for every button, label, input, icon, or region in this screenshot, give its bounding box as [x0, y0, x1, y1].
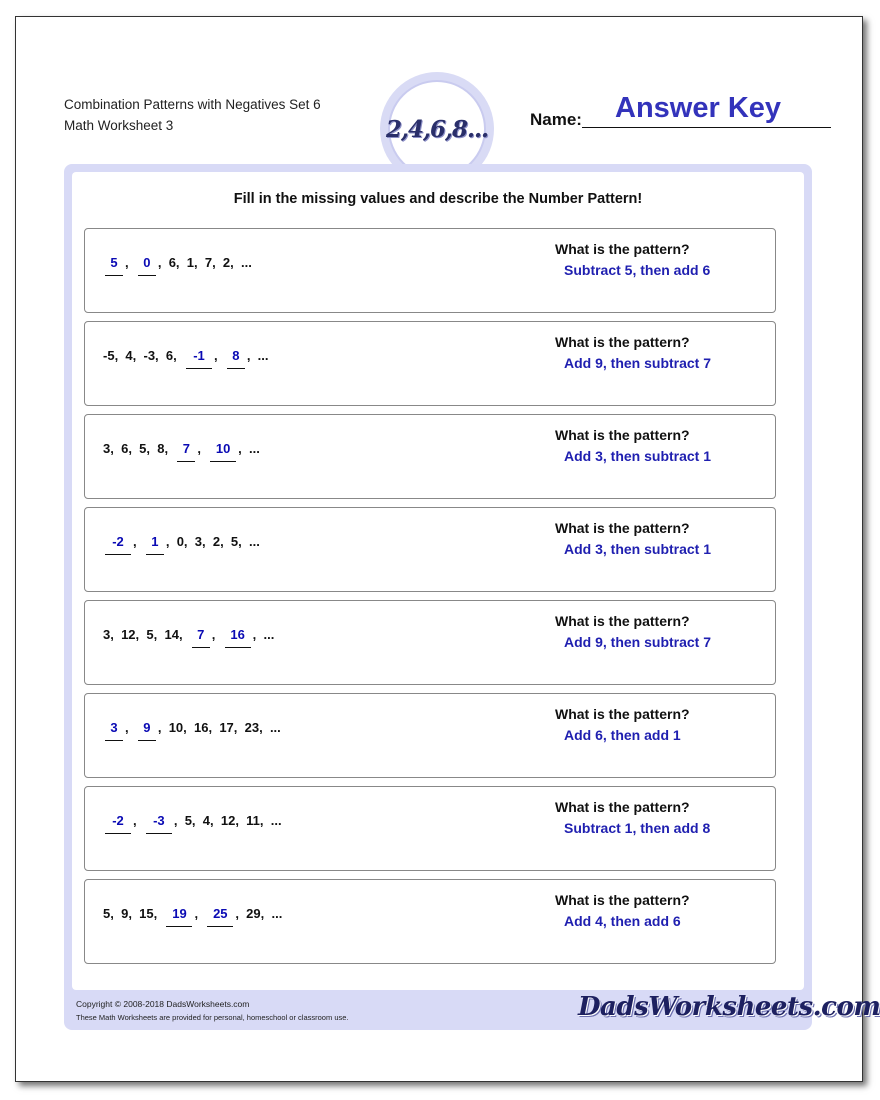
name-label: Name: [530, 110, 582, 129]
name-line [582, 127, 831, 128]
sequence-term: 17 [219, 720, 234, 735]
sequence-term: 9 [121, 906, 129, 921]
usage-note: These Math Worksheets are provided for personal, homeschool or classroom use. [76, 1013, 349, 1022]
pattern-answer: Subtract 1, then add 8 [564, 820, 711, 836]
sequence-term: 14 [164, 627, 179, 642]
sequence-term: 16 [194, 720, 209, 735]
answer-blank: 0 [138, 255, 156, 276]
sequence-ellipsis: ... [249, 534, 260, 549]
answer-blank: 10 [210, 441, 236, 462]
sequence-ellipsis: ... [271, 906, 283, 921]
problem-box [84, 507, 776, 592]
sequence-term: 5 [139, 441, 147, 456]
number-sequence: 5 , 9 , 15 , 19 , 25 , 29 , ... [103, 906, 282, 927]
answer-blank: 1 [146, 534, 164, 555]
sequence-ellipsis: ... [269, 720, 281, 735]
sequence-term: 3 [194, 534, 202, 549]
copyright-text: Copyright © 2008-2018 DadsWorksheets.com [76, 999, 250, 1009]
sequence-term: 5 [230, 534, 239, 549]
sequence-term: 7 [204, 255, 213, 270]
worksheet-subtitle: Math Worksheet 3 [64, 118, 174, 133]
answer-blank: 7 [177, 441, 195, 462]
pattern-answer: Add 6, then add 1 [564, 727, 681, 743]
pattern-answer: Subtract 5, then add 6 [564, 262, 711, 278]
pattern-question: What is the pattern? [555, 334, 690, 350]
pattern-question: What is the pattern? [555, 520, 690, 536]
pattern-answer: Add 9, then subtract 7 [564, 355, 712, 371]
worksheet-title: Combination Patterns with Negatives Set 6 [64, 97, 321, 112]
answer-blank: 25 [207, 906, 233, 927]
sequence-term: 6 [121, 441, 129, 456]
sequence-term: 29 [246, 906, 261, 921]
answer-blank: 9 [138, 720, 156, 741]
sequence-term: 5 [184, 813, 192, 828]
answer-blank: 8 [227, 348, 245, 369]
sequence-ellipsis: ... [263, 627, 275, 642]
footer-text [76, 998, 349, 1024]
sequence-term: 4 [202, 813, 210, 828]
sequence-term: 2 [222, 255, 231, 270]
problem-box [84, 879, 776, 964]
sequence-ellipsis: ... [270, 813, 282, 828]
sequence-ellipsis: ... [241, 255, 252, 270]
pattern-question: What is the pattern? [555, 706, 690, 722]
pattern-answer: Add 3, then subtract 1 [564, 541, 712, 557]
number-sequence: -2 , -3 , 5 , 4 , 12 , 11 , ... [103, 813, 282, 834]
problem-box [84, 414, 776, 499]
answer-blank: -3 [146, 813, 172, 834]
problem-frame [64, 164, 880, 1030]
sequence-term: 3 [103, 441, 111, 456]
sequence-term: 6 [165, 348, 174, 363]
problem-box [84, 600, 776, 685]
number-sequence: -2 , 1 , 0 , 3 , 2 , 5 , ... [103, 534, 260, 555]
answer-key-label: Answer Key [615, 92, 782, 124]
pattern-question: What is the pattern? [555, 892, 690, 908]
pattern-question: What is the pattern? [555, 613, 690, 629]
sequence-term: 11 [246, 813, 260, 828]
badge-text: 2,4,6,8... [385, 115, 489, 143]
sequence-term: 8 [157, 441, 165, 456]
sequence-term: 4 [125, 348, 133, 363]
sequence-term: 12 [121, 627, 136, 642]
pattern-answer: Add 9, then subtract 7 [564, 634, 712, 650]
sequence-term: 15 [139, 906, 154, 921]
sequence-ellipsis: ... [249, 441, 260, 456]
sequence-term: 23 [244, 720, 260, 735]
sequence-term: 5 [103, 906, 111, 921]
problem-box [84, 693, 776, 778]
number-sequence: -5 , 4 , -3 , 6 , -1 , 8 , ... [103, 348, 269, 369]
sequence-term: 1 [186, 255, 194, 270]
pattern-question: What is the pattern? [555, 799, 690, 815]
pattern-answer: Add 3, then subtract 1 [564, 448, 712, 464]
problem-box [84, 786, 776, 871]
instruction-text: Fill in the missing values and describe the Number Pattern! [233, 191, 643, 207]
sequence-term: 10 [168, 720, 184, 735]
sequence-term: -5 [103, 348, 115, 363]
sequence-term: 5 [146, 627, 154, 642]
problem-box [84, 228, 776, 313]
answer-blank: 3 [105, 720, 123, 741]
pattern-question: What is the pattern? [555, 427, 690, 443]
pattern-question: What is the pattern? [555, 241, 690, 257]
sequence-term: -3 [143, 348, 156, 363]
answer-blank: -2 [105, 534, 131, 555]
sequence-term: 0 [176, 534, 184, 549]
number-sequence: 5 , 0 , 6 , 1 , 7 , 2 , ... [103, 255, 252, 276]
sequence-term: 12 [220, 813, 236, 828]
pattern-answer: Add 4, then add 6 [564, 913, 681, 929]
answer-blank: 19 [166, 906, 192, 927]
sequence-term: 6 [168, 255, 176, 270]
answer-blank: 5 [105, 255, 123, 276]
answer-blank: -2 [105, 813, 131, 834]
answer-blank: -1 [186, 348, 212, 369]
sequence-term: 3 [103, 627, 111, 642]
number-sequence: 3 , 9 , 10 , 16 , 17 , 23 , ... [103, 720, 281, 741]
sequence-term: 2 [212, 534, 221, 549]
dadsworksheets-logo: DadsWorksheets.com [578, 992, 880, 1022]
number-sequence: 3 , 12 , 5 , 14 , 7 , 16 , ... [103, 627, 274, 648]
answer-blank: 7 [192, 627, 210, 648]
answer-blank: 16 [225, 627, 251, 648]
sequence-ellipsis: ... [257, 348, 269, 363]
number-sequence: 3 , 6 , 5 , 8 , 7 , 10 , ... [103, 441, 260, 462]
problem-box [84, 321, 776, 406]
